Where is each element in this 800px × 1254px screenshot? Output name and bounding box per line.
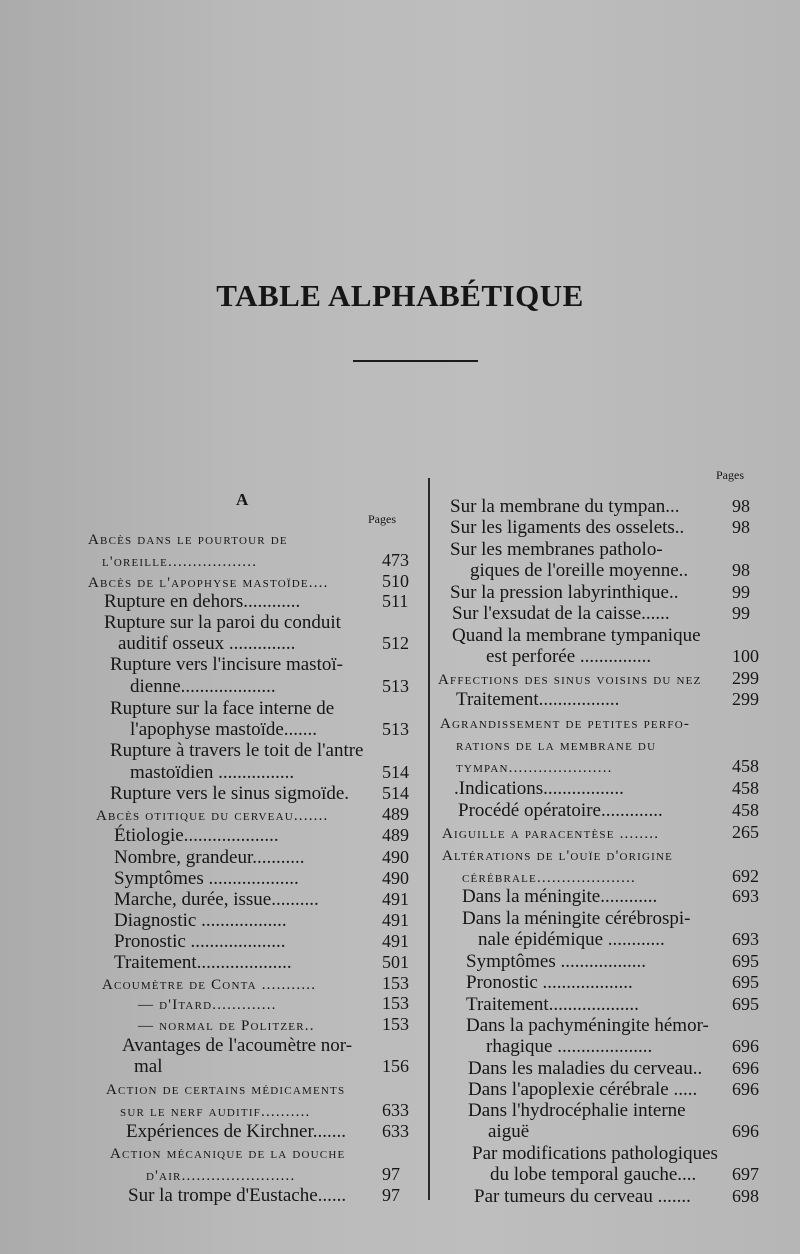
index-entry <box>130 719 409 740</box>
entry-text: Abcès dans le pourtour de <box>88 532 288 548</box>
entry-page-number: 153 <box>382 973 409 993</box>
index-entry <box>466 951 759 972</box>
entry-text: Marche, durée, issue.......... <box>114 889 319 910</box>
index-entry <box>452 603 750 624</box>
index-entry <box>488 1121 759 1142</box>
entry-text: — d'Itard............. <box>138 997 277 1013</box>
index-entry <box>440 712 690 735</box>
index-entry <box>486 1036 759 1057</box>
entry-text: l'apophyse mastoïde....... <box>130 719 318 740</box>
entry-page-number: 98 <box>732 517 750 537</box>
entry-page-number: 99 <box>732 603 750 623</box>
entry-text: Avantages de l'acoumètre nor- <box>122 1035 353 1056</box>
entry-page-number: 98 <box>732 496 750 516</box>
entry-text: Sur les ligaments des osselets.. <box>450 517 685 538</box>
entry-page-number: 100 <box>732 646 759 666</box>
entry-text: Par tumeurs du cerveau ....... <box>474 1186 691 1207</box>
entry-text: auditif osseux .............. <box>118 633 296 654</box>
entry-page-number: 633 <box>382 1100 409 1120</box>
entry-page-number: 510 <box>382 571 409 591</box>
entry-text: Rupture en dehors............ <box>104 591 301 612</box>
entry-page-number: 696 <box>732 1058 759 1078</box>
entry-text: Symptômes ................... <box>114 868 299 889</box>
entry-text: Nombre, grandeur........... <box>114 847 305 868</box>
index-entry <box>102 550 409 573</box>
entry-text: tympan..................... <box>456 760 613 776</box>
entry-page-number: 512 <box>382 633 409 653</box>
entry-text: Acoumètre de Conta ........... <box>102 977 317 993</box>
index-entry <box>456 689 759 710</box>
pages-header-left: Pages <box>368 512 396 526</box>
entry-text: Traitement.................... <box>114 952 292 973</box>
entry-page-number: 491 <box>382 910 409 930</box>
entry-page-number: 490 <box>382 868 409 888</box>
entry-text: Pronostic ................... <box>466 972 633 993</box>
index-entry <box>128 1185 400 1206</box>
entry-text: Altérations de l'ouïe d'origine <box>442 848 674 864</box>
entry-page-number: 97 <box>382 1164 400 1184</box>
entry-text: d'air....................... <box>146 1168 296 1184</box>
index-entry <box>110 783 409 804</box>
entry-text: du lobe temporal gauche.... <box>490 1164 697 1185</box>
index-entry <box>452 625 701 646</box>
entry-text: Abcès otitique du cerveau....... <box>96 808 329 824</box>
index-entry <box>468 1100 686 1121</box>
index-entry <box>110 698 334 719</box>
index-entry <box>146 1164 400 1187</box>
entry-text: Abcès de l'apophyse mastoïde.... <box>88 575 329 591</box>
entry-text: sur le nerf auditif.......... <box>120 1104 311 1120</box>
index-entry <box>442 844 673 867</box>
index-entry <box>114 868 409 889</box>
entry-page-number: 299 <box>732 668 759 688</box>
index-entry <box>114 889 409 910</box>
entry-text: Sur la membrane du tympan... <box>450 496 680 517</box>
entry-text: Dans l'hydrocéphalie interne <box>468 1100 686 1121</box>
index-entry <box>458 800 759 821</box>
entry-text: Sur la pression labyrinthique.. <box>450 582 679 603</box>
index-entry <box>134 1056 409 1077</box>
entry-text: Par modifications pathologiques <box>472 1143 718 1164</box>
index-entry <box>114 847 409 868</box>
index-entry <box>104 591 409 612</box>
index-entry <box>110 654 343 675</box>
title-rule <box>353 360 478 362</box>
section-letter: A <box>236 490 249 509</box>
column-divider <box>428 478 430 1200</box>
entry-text: Aiguille a paracentèse ........ <box>442 826 660 842</box>
entry-text: Dans les maladies du cerveau.. <box>468 1058 703 1079</box>
entry-page-number: 513 <box>382 676 409 696</box>
index-entry <box>456 756 759 779</box>
index-entry <box>122 1035 352 1056</box>
page-title: TABLE ALPHABÉTIQUE <box>216 278 584 313</box>
index-entry <box>462 886 759 907</box>
entry-text: rhagique .................... <box>486 1036 653 1057</box>
entry-text: Diagnostic .................. <box>114 910 287 931</box>
entry-page-number: 458 <box>732 800 759 820</box>
index-entry <box>468 1079 759 1100</box>
entry-text: Rupture vers l'incisure mastoï- <box>110 654 343 675</box>
entry-text: — normal de Politzer.. <box>138 1018 315 1034</box>
entry-page-number: 458 <box>732 756 759 776</box>
entry-page-number: 695 <box>732 994 759 1014</box>
entry-text: Sur l'exsudat de la caisse...... <box>452 603 670 624</box>
index-entry <box>450 517 750 538</box>
index-entry <box>130 762 409 783</box>
entry-page-number: 299 <box>732 689 759 709</box>
entry-text: mal <box>134 1056 163 1077</box>
index-entry <box>438 668 759 691</box>
entry-text: Rupture à travers le toit de l'antre <box>110 740 364 761</box>
entry-text: Étiologie.................... <box>114 825 279 846</box>
entry-page-number: 514 <box>382 762 409 782</box>
entry-text: Symptômes .................. <box>466 951 646 972</box>
entry-page-number: 156 <box>382 1056 409 1076</box>
index-entry <box>454 778 759 799</box>
entry-text: Action de certains médicaments <box>106 1082 346 1098</box>
index-entry <box>88 528 288 551</box>
entry-page-number: 501 <box>382 952 409 972</box>
index-entry <box>114 825 409 846</box>
index-entry <box>138 1014 409 1037</box>
entry-page-number: 696 <box>732 1121 759 1141</box>
index-entry <box>456 734 656 757</box>
entry-page-number: 99 <box>732 582 750 602</box>
entry-text: Affections des sinus voisins du nez <box>438 672 702 688</box>
entry-text: nale épidémique ............ <box>478 929 665 950</box>
index-entry <box>462 908 690 929</box>
index-entry <box>96 804 409 827</box>
pages-header-right: Pages <box>716 468 744 482</box>
entry-text: Sur les membranes patholo- <box>450 539 663 560</box>
entry-text: Pronostic .................... <box>114 931 286 952</box>
index-entry <box>472 1143 718 1164</box>
entry-text: Dans la méningite cérébrospi- <box>462 908 691 929</box>
entry-text: mastoïdien ................ <box>130 762 295 783</box>
index-entry <box>138 993 409 1016</box>
entry-text: Sur la trompe d'Eustache...... <box>128 1185 347 1206</box>
entry-text: Quand la membrane tympanique <box>452 625 701 646</box>
entry-text: Expériences de Kirchner....... <box>126 1121 346 1142</box>
entry-text: est perforée ............... <box>486 646 652 667</box>
entry-text: Dans l'apoplexie cérébrale ..... <box>468 1079 698 1100</box>
index-entry <box>114 952 409 973</box>
index-entry <box>114 910 409 931</box>
entry-page-number: 491 <box>382 889 409 909</box>
index-entry <box>490 1164 759 1185</box>
entry-page-number: 97 <box>382 1185 400 1205</box>
entry-page-number: 693 <box>732 929 759 949</box>
entry-text: cérébrale.................... <box>462 870 636 886</box>
index-entry <box>104 612 341 633</box>
entry-page-number: 696 <box>732 1036 759 1056</box>
entry-text: aiguë <box>488 1121 530 1142</box>
index-entry <box>110 1142 345 1165</box>
entry-text: Dans la pachyméningite hémor- <box>466 1015 709 1036</box>
entry-page-number: 153 <box>382 1014 409 1034</box>
index-entry <box>126 1121 409 1142</box>
index-entry <box>474 1186 759 1207</box>
entry-page-number: 697 <box>732 1164 759 1184</box>
index-entry <box>450 539 663 560</box>
entry-page-number: 490 <box>382 847 409 867</box>
entry-text: giques de l'oreille moyenne.. <box>470 560 689 581</box>
entry-text: Agrandissement de petites perfo- <box>440 716 691 732</box>
entry-page-number: 514 <box>382 783 409 803</box>
entry-page-number: 489 <box>382 804 409 824</box>
index-entry <box>130 676 409 697</box>
entry-text: Traitement................... <box>466 994 639 1015</box>
entry-text: Rupture sur la face interne de <box>110 698 335 719</box>
index-entry <box>468 1058 759 1079</box>
index-entry <box>478 929 759 950</box>
entry-text: l'oreille.................. <box>102 554 258 570</box>
entry-page-number: 98 <box>732 560 750 580</box>
entry-page-number: 511 <box>382 591 409 611</box>
entry-page-number: 692 <box>732 866 759 886</box>
entry-text: Rupture vers le sinus sigmoïde. <box>110 783 350 804</box>
index-entry <box>466 994 759 1015</box>
entry-text: Action mécanique de la douche <box>110 1146 346 1162</box>
entry-text: Traitement................. <box>456 689 620 710</box>
entry-text: Rupture sur la paroi du conduit <box>104 612 341 633</box>
index-entry <box>442 822 759 845</box>
entry-page-number: 693 <box>732 886 759 906</box>
entry-page-number: 513 <box>382 719 409 739</box>
entry-page-number: 473 <box>382 550 409 570</box>
entry-text: .Indications................. <box>454 778 624 799</box>
index-entry <box>110 740 364 761</box>
entry-page-number: 695 <box>732 972 759 992</box>
entry-page-number: 491 <box>382 931 409 951</box>
index-entry <box>106 1078 345 1101</box>
index-entry <box>114 931 409 952</box>
index-entry <box>450 496 750 517</box>
index-entry <box>470 560 750 581</box>
entry-page-number: 153 <box>382 993 409 1013</box>
entry-page-number: 633 <box>382 1121 409 1141</box>
entry-text: rations de la membrane du <box>456 738 657 754</box>
entry-page-number: 696 <box>732 1079 759 1099</box>
entry-page-number: 458 <box>732 778 759 798</box>
index-entry <box>466 1015 709 1036</box>
index-entry <box>466 972 759 993</box>
index-entry <box>118 633 409 654</box>
entry-text: Procédé opératoire............. <box>458 800 663 821</box>
index-entry <box>120 1100 409 1123</box>
entry-page-number: 489 <box>382 825 409 845</box>
entry-text: Dans la méningite............ <box>462 886 658 907</box>
index-entry <box>450 582 750 603</box>
entry-page-number: 265 <box>732 822 759 842</box>
entry-text: dienne.................... <box>130 676 276 697</box>
index-entry <box>486 646 759 667</box>
entry-page-number: 698 <box>732 1186 759 1206</box>
entry-page-number: 695 <box>732 951 759 971</box>
